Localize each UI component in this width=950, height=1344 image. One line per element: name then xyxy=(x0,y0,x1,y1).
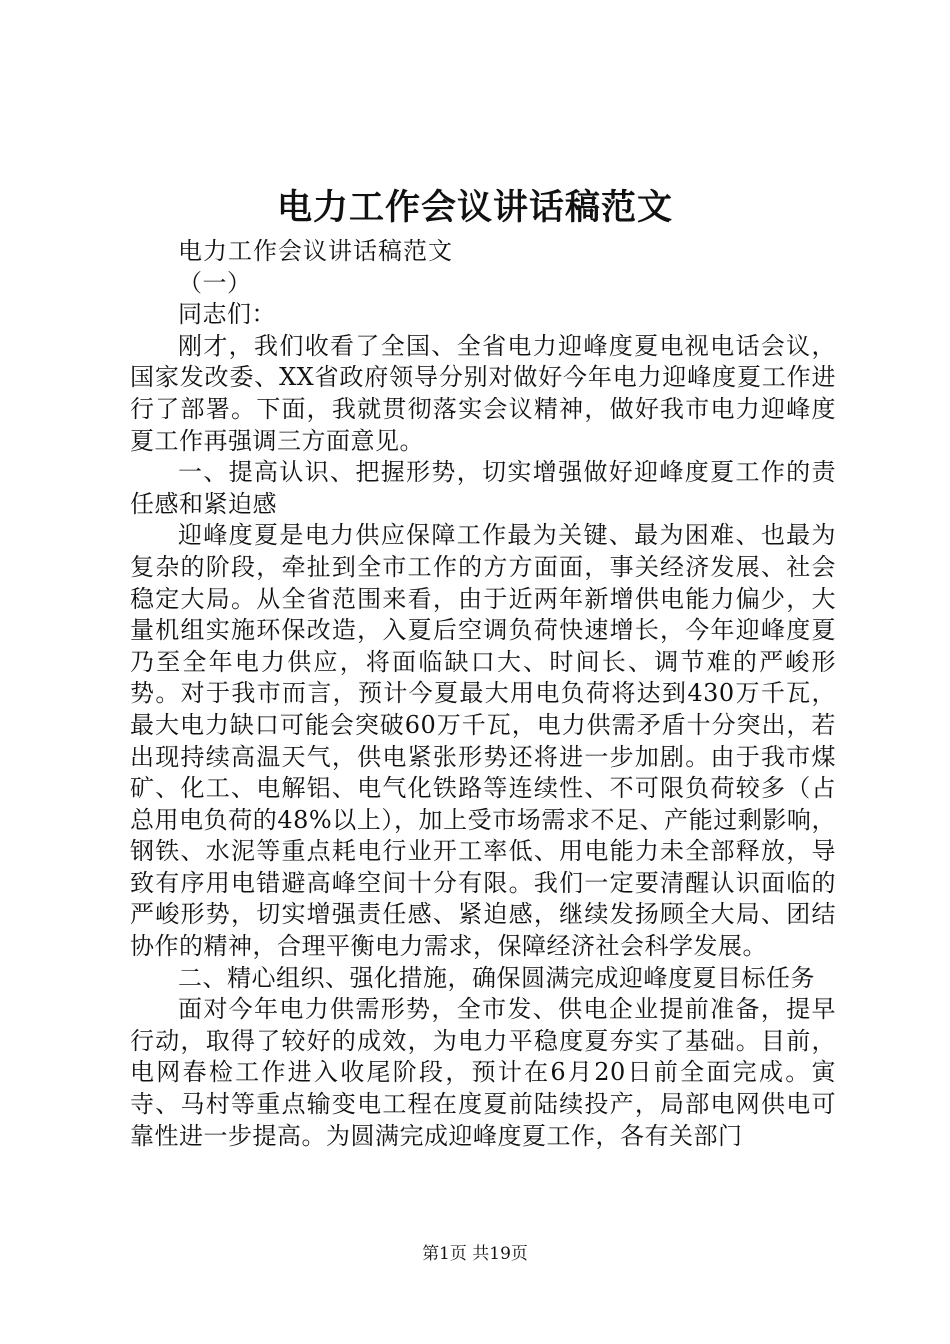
section-heading: 一、提高认识、把握形势，切实增强做好迎峰度夏工作的责任感和紧迫感 xyxy=(130,458,836,518)
page-footer: 第1页 共19页 xyxy=(422,1244,528,1264)
salutation: 同志们： xyxy=(178,300,276,329)
body-paragraph: 刚才，我们收看了全国、全省电力迎峰度夏电视电话会议，国家发改委、XX省政府领导分别对做好今年电力迎峰度夏工作进行了部署。下面，我就贯彻落实会议精神，做好我市电力迎峰度夏工作再强调三方面意见。 xyxy=(130,331,836,455)
section-heading: 二、精心组织、强化措施，确保圆满完成迎峰度夏目标任务 xyxy=(178,963,815,992)
document-title: 电力工作会议讲话稿范文 xyxy=(276,187,673,228)
section-number: （一） xyxy=(178,268,252,297)
body-paragraph: 迎峰度夏是电力供应保障工作最为关键、最为困难、也最为复杂的阶段，牵扯到全市工作的方方面面，事关经济发展、社会稳定大局。从全省范围来看，由于近两年新增供电能力偏少，大量机组实施环保改造，入夏后空调负荷快速增长，今年迎峰度夏乃至全年电力供应，将面临缺口大、时间长、调节难的严峻形势。对于我市而言，预计今夏最大用电负荷将达到430万千瓦，最大电力缺口可能会突破60万千瓦，电力供需矛盾十分突出，若出现持续高温天气，供电紧张形势还将进一步加剧。由于我市煤矿、化工、电解铝、电气化铁路等连续性、不可限负荷较多（占总用电负荷的48%以上），加上受市场需求不足、产能过剩影响，钢铁、水泥等重点耗电行业开工率低、用电能力未全部释放，导致有序用电错避高峰空间十分有限。我们一定要清醒认识面临的严峻形势，切实增强责任感、紧迫感，继续发扬顾全大局、团结协作的精神，合理平衡电力需求，保障经济社会科学发展。 xyxy=(130,521,836,961)
body-paragraph: 面对今年电力供需形势，全市发、供电企业提前准备，提早行动，取得了较好的成效，为电力平稳度夏夯实了基础。目前，电网春检工作进入收尾阶段，预计在6月20日前全面完成。寅寺、马村等重点输变电工程在度夏前陆续投产，局部电网供电可靠性进一步提高。为圆满完成迎峰度夏工作，各有关部门 xyxy=(130,995,836,1150)
document-body xyxy=(130,236,836,1152)
document-subtitle: 电力工作会议讲话稿范文 xyxy=(178,237,453,265)
